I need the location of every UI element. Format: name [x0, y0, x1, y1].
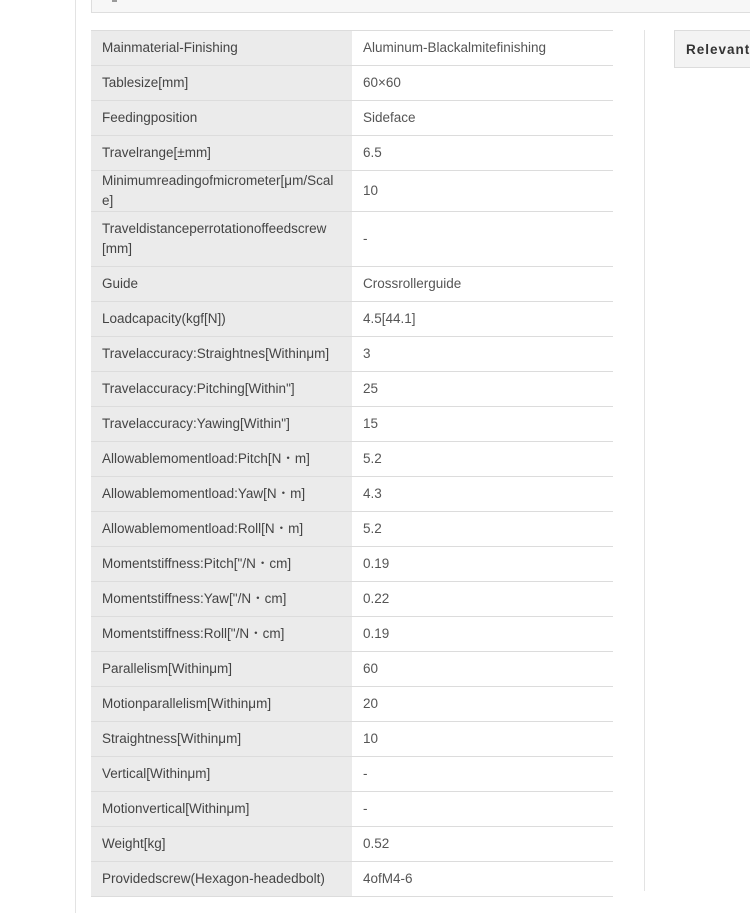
table-row	[91, 337, 613, 372]
table-row	[91, 827, 613, 862]
spec-value: 20	[352, 687, 613, 722]
relevant-tab-label: Relevant	[686, 42, 750, 57]
spec-label: Momentstiffness:Pitch["/N・cm]	[91, 547, 352, 582]
table-row	[91, 442, 613, 477]
spec-label: Guide	[91, 267, 352, 302]
table-row	[91, 267, 613, 302]
spec-label: Providedscrew(Hexagon-headedbolt)	[91, 862, 352, 897]
spec-value: -	[352, 757, 613, 792]
table-row	[91, 477, 613, 512]
spec-label: Allowablemomentload:Pitch[N・m]	[91, 442, 352, 477]
spec-label: Tablesize[mm]	[91, 66, 352, 101]
spec-label: Travelrange[±mm]	[91, 136, 352, 171]
spec-value: 25	[352, 372, 613, 407]
spec-value: 0.19	[352, 617, 613, 652]
table-row	[91, 136, 613, 171]
spec-label: Motionvertical[Withinμm]	[91, 792, 352, 827]
table-row	[91, 407, 613, 442]
spec-value: -	[352, 792, 613, 827]
spec-value: 5.2	[352, 442, 613, 477]
spec-value: 6.5	[352, 136, 613, 171]
spec-value: 60	[352, 652, 613, 687]
table-row	[91, 101, 613, 136]
spec-value: 10	[352, 171, 613, 212]
table-row	[91, 372, 613, 407]
spec-label: Minimumreadingofmicrometer[μm/Scale]	[91, 171, 352, 212]
table-row	[91, 171, 613, 212]
spec-value: Crossrollerguide	[352, 267, 613, 302]
spec-value: 0.52	[352, 827, 613, 862]
left-divider	[75, 0, 76, 913]
table-row	[91, 31, 613, 66]
spec-value: 4.5[44.1]	[352, 302, 613, 337]
relevant-tab[interactable]	[674, 30, 750, 68]
table-row	[91, 66, 613, 101]
table-row	[91, 212, 613, 267]
spec-label: Allowablemomentload:Yaw[N・m]	[91, 477, 352, 512]
spec-value: 4.3	[352, 477, 613, 512]
spec-value: 10	[352, 722, 613, 757]
table-row	[91, 617, 613, 652]
spec-value: 15	[352, 407, 613, 442]
spec-label: Feedingposition	[91, 101, 352, 136]
spec-label: Travelaccuracy:Pitching[Within"]	[91, 372, 352, 407]
spec-value: 3	[352, 337, 613, 372]
spec-label: Motionparallelism[Withinμm]	[91, 687, 352, 722]
spec-value: 4ofM4-6	[352, 862, 613, 897]
table-row	[91, 652, 613, 687]
spec-value: 5.2	[352, 512, 613, 547]
section-marker-icon	[112, 0, 117, 2]
spec-value: Aluminum-Blackalmitefinishing	[352, 31, 613, 66]
table-row	[91, 792, 613, 827]
spec-value: 0.19	[352, 547, 613, 582]
spec-label: Straightness[Withinμm]	[91, 722, 352, 757]
table-row	[91, 862, 613, 897]
spec-label: Travelaccuracy:Straightnes[Withinμm]	[91, 337, 352, 372]
table-row	[91, 757, 613, 792]
spec-label: Loadcapacity(kgf[N])	[91, 302, 352, 337]
spec-value: 0.22	[352, 582, 613, 617]
table-row	[91, 687, 613, 722]
top-section-box	[91, 0, 750, 13]
spec-label: Allowablemomentload:Roll[N・m]	[91, 512, 352, 547]
spec-label: Traveldistanceperrotationoffeedscrew[mm]	[91, 212, 352, 267]
table-row	[91, 512, 613, 547]
spec-table	[91, 30, 613, 897]
spec-label: Weight[kg]	[91, 827, 352, 862]
table-row	[91, 547, 613, 582]
spec-value: -	[352, 212, 613, 267]
spec-label: Momentstiffness:Yaw["/N・cm]	[91, 582, 352, 617]
spec-value: 60×60	[352, 66, 613, 101]
spec-label: Vertical[Withinμm]	[91, 757, 352, 792]
table-row	[91, 722, 613, 757]
spec-label: Mainmaterial-Finishing	[91, 31, 352, 66]
table-row	[91, 302, 613, 337]
spec-label: Momentstiffness:Roll["/N・cm]	[91, 617, 352, 652]
spec-label: Travelaccuracy:Yawing[Within"]	[91, 407, 352, 442]
right-divider	[644, 30, 645, 891]
table-row	[91, 582, 613, 617]
spec-value: Sideface	[352, 101, 613, 136]
spec-label: Parallelism[Withinμm]	[91, 652, 352, 687]
